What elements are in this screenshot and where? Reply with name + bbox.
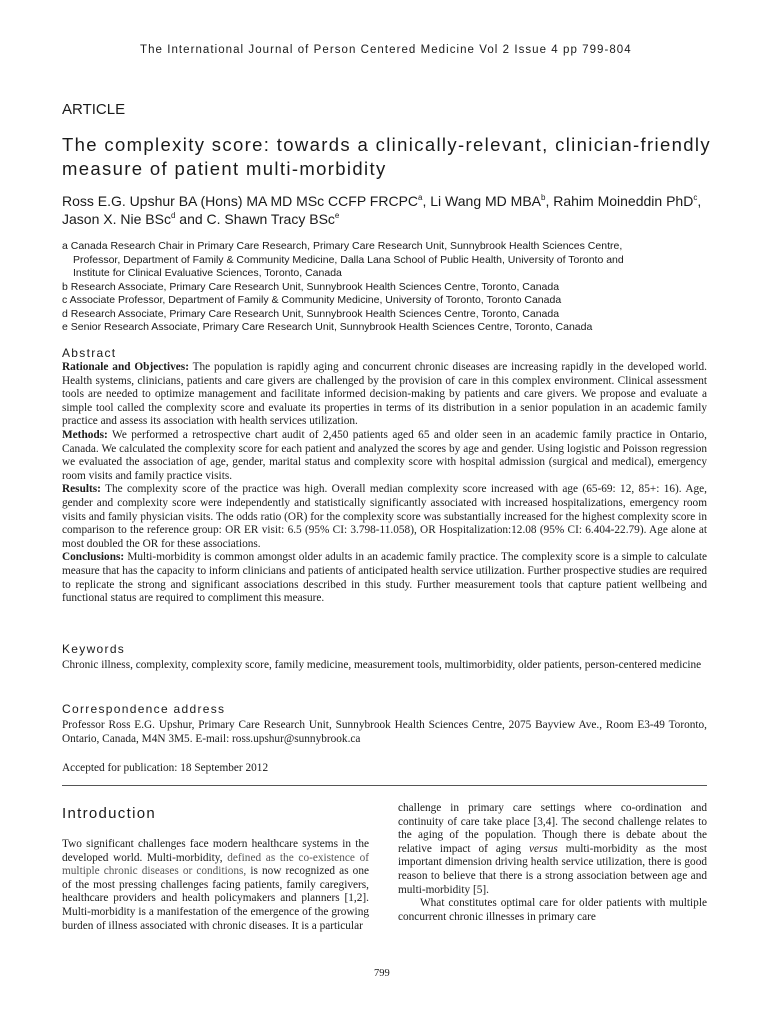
- abstract-heading: Abstract: [62, 346, 117, 360]
- journal-header: The International Journal of Person Centered Medicine Vol 2 Issue 4 pp 799-804: [140, 44, 632, 56]
- author-list: [62, 192, 702, 228]
- author-affiliation-marker: c: [693, 193, 698, 202]
- abstract-body: [62, 361, 707, 606]
- intro-paragraph: What constitutes optimal care for older patients with multiple concurrent chronic illnesses in primary care: [398, 897, 707, 923]
- abstract-section-text: Multi-morbidity is common amongst older adults in an academic family practice. The complexity score is a simple to calculate measure that has the capacity to inform clinicians and patients of anticipated health service utilization. Further prospective studies are required to replicate the strong and significant associations described in this study. Further measurement tools that capture patient wellbeing and functional status are required to compliment this measure.: [62, 551, 707, 605]
- author-separator: ,: [545, 193, 554, 209]
- abstract-section-label: Conclusions:: [62, 551, 125, 564]
- author-affiliation-marker: e: [334, 211, 340, 220]
- intro-text: challenge in primary care settings where co-ordination and continuity of care take place [3,4]. The second challenge relates to the aging of the population. Though there is debate about the relative impact of aging: [398, 802, 707, 855]
- section-divider: [62, 785, 707, 786]
- abstract-section: [62, 483, 707, 551]
- page-number: 799: [374, 968, 390, 979]
- intro-emphasis: versus: [528, 842, 558, 855]
- correspondence-text: Professor Ross E.G. Upshur, Primary Care Research Unit, Sunnybrook Health Sciences Centre, 2075 Bayview Ave., Room E3-49 Toronto, Ontario, Canada, M4N 3M5. E-mail: ross.upshur@sunnybrook.ca: [62, 719, 707, 745]
- affiliation-line: b Research Associate, Primary Care Research Unit, Sunnybrook Health Sciences Centre, Toronto, Canada: [62, 280, 560, 293]
- abstract-section-label: Results:: [62, 483, 101, 496]
- affiliation-line: a Canada Research Chair in Primary Care Research, Primary Care Research Unit, Sunnybrook Health Sciences Centre,: [62, 240, 623, 252]
- author-separator: ,: [422, 193, 431, 209]
- introduction-left-column: [62, 838, 369, 933]
- author-separator: and: [175, 211, 207, 227]
- abstract-section-text: The complexity score of the practice was high. Overall median complexity score increased with age (65-69: 12, 85+: 16). Age, gender and complexity score were independently and statistically significantly associated with increased hospitalizations, emergency room visits and family physician visits. The odds ratio (OR) for the complexity score was substantially increased for the highest complexity score in comparison to the reference group: OR ER visit: 6.5 (95% CI: 3.798-11.058), OR Hospitalization:12.08 (95% CI: 6.404-22.79). Age alone at most doubled the OR for these associations.: [62, 483, 707, 550]
- affiliation-list: [62, 240, 712, 335]
- author-name: Li Wang MD MBA: [430, 193, 541, 209]
- correspondence-heading: Correspondence address: [62, 702, 226, 716]
- intro-paragraph: [398, 802, 707, 897]
- author-separator: ,: [697, 193, 702, 209]
- author-name: C. Shawn Tracy BSc: [206, 211, 335, 227]
- intro-definition-text: defined as the co-existence of multiple chronic diseases or conditions,: [62, 851, 369, 878]
- abstract-section: [62, 361, 707, 429]
- abstract-section-label: Rationale and Objectives:: [62, 361, 189, 373]
- article-type-label: ARTICLE: [62, 101, 126, 118]
- author-affiliation-marker: b: [541, 193, 546, 202]
- author-name: Ross E.G. Upshur BA (Hons) MA MD MSc CCFP FRCPC: [62, 193, 419, 209]
- keywords-heading: Keywords: [62, 642, 126, 656]
- introduction-right-column: [398, 802, 707, 924]
- abstract-section-text: We performed a retrospective chart audit of 2,450 patients aged 65 and older seen in an academic family practice in Ontario, Canada. We calculated the complexity score for each patient and analyzed the scores by age and gender. Using logistic and Poisson regression we evaluated the association of age, gender, marital status and complexity score with hospital admission (surgical and medical), emergency room visits and family practice visits.: [62, 428, 707, 482]
- affiliation-line: c Associate Professor, Department of Family & Community Medicine, University of Toronto, Toronto Canada: [62, 294, 562, 306]
- author-affiliation-marker: a: [418, 193, 423, 202]
- intro-text: is now recognized as one of the most pressing challenges facing patients, family caregivers, healthcare providers and health policymakers and planners [1,2]. Multi-morbidity is a manifestation of the emergence of the growing burden of illness associated with chronic diseases. It is a particular: [62, 865, 369, 932]
- affiliation-line: Professor, Department of Family & Community Medicine, Dalla Lana School of Public Health, University of Toronto and: [73, 253, 624, 266]
- keywords-text: Chronic illness, complexity, complexity score, family medicine, measurement tools, multimorbidity, older patients, person-centered medicine: [62, 659, 702, 671]
- abstract-section: [62, 429, 707, 483]
- author-name: Rahim Moineddin PhD: [553, 193, 694, 209]
- abstract-section: [62, 551, 707, 605]
- article-title: The complexity score: towards a clinically-relevant, clinician-friendly measure of patient multi-morbidity: [62, 134, 711, 179]
- intro-text: Two significant challenges face modern healthcare systems in the developed world. Multi-morbidity,: [62, 838, 369, 864]
- abstract-section-label: Methods:: [62, 428, 108, 441]
- author-affiliation-marker: d: [170, 211, 176, 220]
- author-name: Jason X. Nie BSc: [62, 211, 171, 227]
- affiliation-line: e Senior Research Associate, Primary Care Research Unit, Sunnybrook Health Sciences Centre, Toronto, Canada: [62, 321, 593, 333]
- affiliation-line: d Research Associate, Primary Care Research Unit, Sunnybrook Health Sciences Centre, Toronto, Canada: [62, 307, 560, 320]
- introduction-heading: Introduction: [62, 805, 156, 822]
- intro-text: multi-morbidity as the most important dimension driving health service utilization, there is good reason to believe that there is a strong association between age and multi-morbidity [5].: [398, 842, 708, 896]
- affiliation-line: Institute for Clinical Evaluative Sciences, Toronto, Canada: [73, 267, 342, 279]
- abstract-section-text: The population is rapidly aging and concurrent chronic diseases are increasing rapidly in the developed world. Health systems, clinicians, patients and care givers are challenged by the provision of care in this complex environment. Clinical assessment tools are needed to optimize management and facilitate informed decision-making by patients and care givers. We propose and evaluate a simple tool called the complexity score and evaluate its properties in terms of its distribution in a senior population in an academic family practice and assess its association with health services utilization.: [62, 361, 707, 428]
- accepted-date: Accepted for publication: 18 September 2012: [62, 762, 269, 774]
